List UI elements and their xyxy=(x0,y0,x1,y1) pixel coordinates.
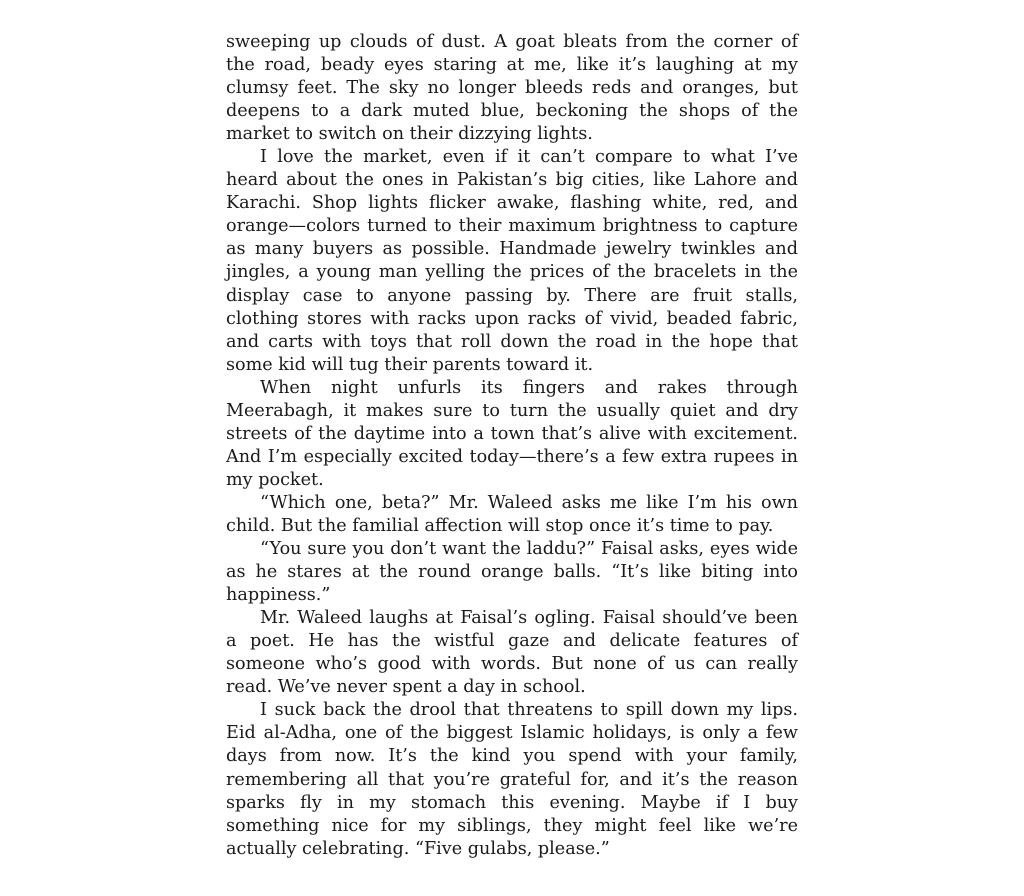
paragraph: “You sure you don’t want the laddu?” Faisal asks, eyes wide as he stares at the round orange balls. “It’s like biting into happiness.” xyxy=(226,539,798,606)
paragraph: sweeping up clouds of dust. A goat bleats from the corner of the road, beady eyes staring at me, like it’s laughing at my clumsy feet. The sky no longer bleeds reds and oranges, but deepens to a dark muted blue, beckoning the shops of the market to switch on their dizzying lights. xyxy=(226,32,798,145)
paragraph: I love the market, even if it can’t compare to what I’ve heard about the ones in Pakistan’s big cities, like Lahore and Karachi. Shop lights flicker awake, flashing white, red, and orange—colors turned to their maximum brightness to capture as many buyers as possible. Handmade jewelry twinkles and jingles, a young man yelling the prices of the bracelets in the display case to anyone passing by. There are fruit stalls, clothing stores with racks upon racks of vivid, beaded fabric, and carts with toys that roll down the road in the hope that some kid will tug their parents toward it. xyxy=(226,147,798,375)
paragraph: I suck back the drool that threatens to spill down my lips. Eid al-Adha, one of the biggest Islamic holidays, is only a few days from now. It’s the kind you spend with your family, remembering all that you’re grateful for, and it’s the reason sparks fly in my stomach this evening. Maybe if I buy something nice for my siblings, they might feel like we’re actually celebrating. “Five gulabs, please.” xyxy=(226,700,798,859)
paragraph: When night unfurls its fingers and rakes through Meerabagh, it makes sure to turn the usually quiet and dry streets of the daytime into a town that’s alive with excitement. And I’m especially excited today—there’s a few extra rupees in my pocket. xyxy=(226,377,798,490)
paragraph: Mr. Waleed laughs at Faisal’s ogling. Faisal should’ve been a poet. He has the wistful gaze and delicate features of someone who’s good with words. But none of us can really read. We’ve never spent a day in school. xyxy=(226,608,798,698)
book-page-text xyxy=(226,31,798,861)
paragraph: “Which one, beta?” Mr. Waleed asks me like I’m his own child. But the familial affection will stop once it’s time to pay. xyxy=(226,492,798,536)
